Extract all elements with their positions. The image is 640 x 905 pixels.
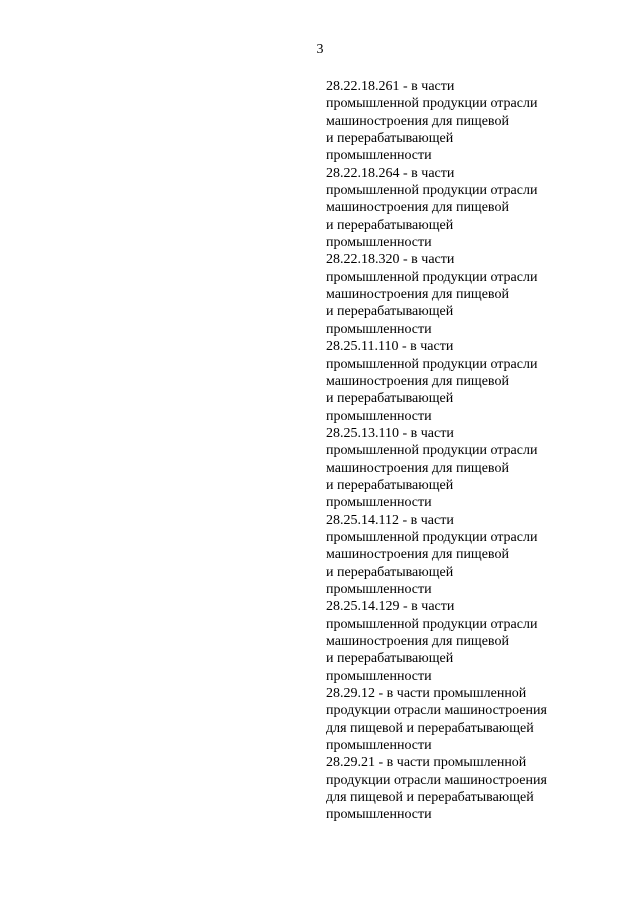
code-entry-line: промышленной продукции отрасли [326, 443, 538, 459]
code-entry-line: промышленной продукции отрасли [326, 183, 538, 199]
code-entry-line: 28.29.12 - в части промышленной [326, 686, 527, 702]
code-entry-line: промышленности [326, 321, 432, 337]
code-entry-line: 28.22.18.320 - в части [326, 252, 455, 268]
code-entry [326, 425, 626, 512]
code-entry-line: промышленности [326, 235, 432, 251]
code-entry-line: машиностроения для пищевой [326, 113, 509, 129]
code-entry-line: для пищевой и перерабатывающей [326, 720, 534, 736]
code-entry-line: 28.22.18.261 - в части [326, 79, 455, 94]
code-entry-line: промышленности [326, 581, 432, 597]
code-entry-line: и перерабатывающей [326, 304, 454, 320]
code-entry-line: продукции отрасли машиностроения [326, 703, 547, 719]
code-entry-line: и перерабатывающей [326, 477, 454, 493]
code-entry-line: 28.29.21 - в части промышленной [326, 755, 527, 771]
code-entry-line: промышленности [326, 148, 432, 164]
code-entry-line: и перерабатывающей [326, 564, 454, 580]
code-entry-line: продукции отрасли машиностроения [326, 772, 547, 788]
code-entry-line: 28.25.14.129 - в части [326, 599, 455, 615]
code-entry-line: 28.25.11.110 - в части [326, 339, 454, 355]
code-entry-line: промышленности [326, 807, 432, 823]
code-entry-line: 28.25.13.110 - в части [326, 425, 454, 441]
code-entry [326, 598, 626, 685]
code-entry [326, 251, 626, 338]
code-entry [326, 338, 626, 425]
code-entry-line: машиностроения для пищевой [326, 200, 509, 216]
code-entry [326, 78, 626, 165]
code-entry-line: машиностроения для пищевой [326, 634, 509, 649]
okpd-code-list [326, 78, 626, 824]
page-number: 3 [316, 42, 324, 57]
code-entry [326, 165, 626, 252]
code-entry-line: машиностроения для пищевой [326, 547, 509, 563]
code-entry-line: и перерабатывающей [326, 217, 454, 233]
code-entry-line: промышленной продукции отрасли [326, 269, 538, 285]
code-entry-line: для пищевой и перерабатывающей [326, 790, 534, 806]
code-entry-line: промышленности [326, 738, 432, 754]
code-entry [326, 685, 626, 754]
code-entry-line: промышленной продукции отрасли [326, 96, 538, 112]
code-entry-line: промышленности [326, 408, 432, 424]
code-entry-line: промышленной продукции отрасли [326, 616, 538, 632]
code-entry-line: промышленной продукции отрасли [326, 356, 538, 372]
code-entry-line: и перерабатывающей [326, 391, 454, 407]
code-entry [326, 512, 626, 599]
code-entry-line: промышленности [326, 668, 432, 684]
code-entry-line: машиностроения для пищевой [326, 373, 509, 389]
code-entry [326, 754, 626, 823]
code-entry-line: машиностроения для пищевой [326, 287, 509, 303]
code-entry-line: и перерабатывающей [326, 131, 454, 147]
code-entry-line: 28.25.14.112 - в части [326, 512, 454, 528]
code-entry-line: промышленности [326, 495, 432, 511]
code-entry-line: и перерабатывающей [326, 651, 454, 667]
code-entry-line: машиностроения для пищевой [326, 460, 509, 476]
code-entry-line: промышленной продукции отрасли [326, 529, 538, 545]
code-entry-line: 28.22.18.264 - в части [326, 165, 455, 181]
